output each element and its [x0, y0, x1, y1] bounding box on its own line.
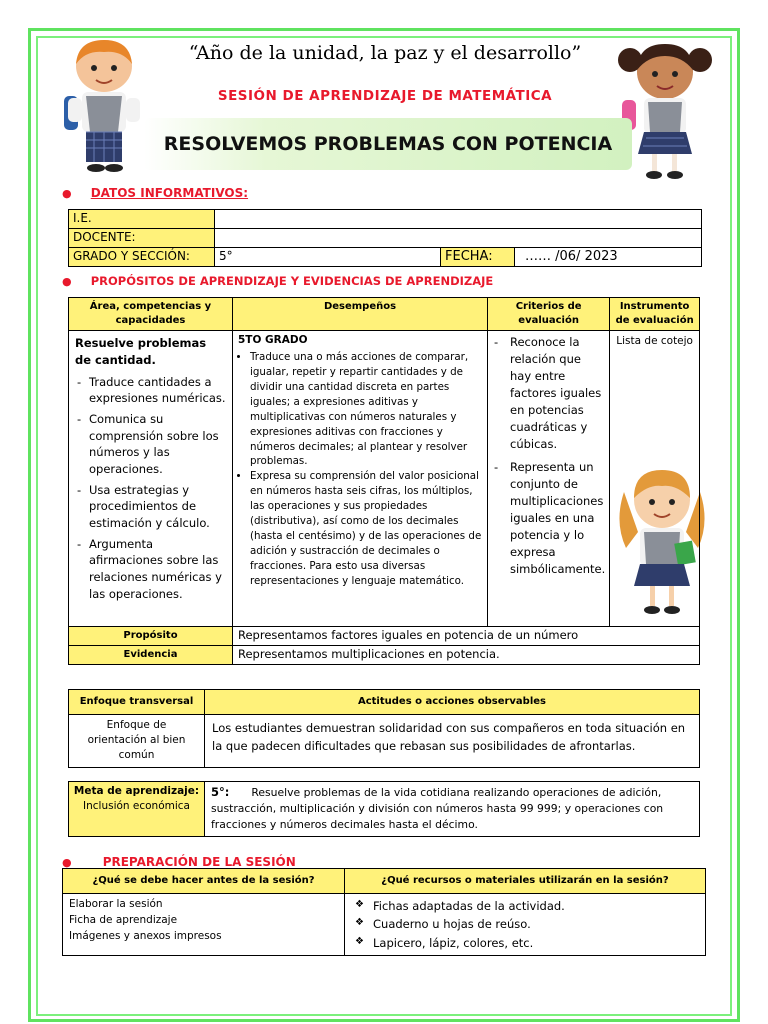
criterios-cell [488, 331, 610, 627]
desempenos-list [238, 350, 482, 589]
list-item: Elaborar la sesión [69, 898, 163, 910]
list-item: • Expresa su comprensión del valor posicional en números hasta seis cifras, los múltiplos, las operaciones y sus propiedades (distributiva), así como de los decimales (hasta el centésimo) y de las operaciones de adición y sustracción de decimales o fracciones. Para esto usa diversas representaciones y lenguaje matemático. [250, 469, 482, 588]
list-item: Imágenes y anexos impresos [69, 929, 222, 942]
meta-sublabel: Inclusión económica [83, 799, 190, 812]
docente-label: DOCENTE: [69, 229, 215, 248]
preparacion-table [62, 868, 706, 956]
meta-label-cell [69, 782, 205, 837]
list-item: - Reconoce la relación que hay entre factores iguales en potencias cuadráticas y cúbicas. [492, 334, 605, 453]
proposito-label: Propósito [69, 627, 233, 646]
recursos-list [351, 897, 699, 952]
page-title: RESOLVEMOS PROBLEMAS CON POTENCIA [163, 133, 613, 155]
col-desempenos: Desempeños [233, 298, 488, 331]
grado-label: GRADO Y SECCIÓN: [69, 248, 215, 267]
enfoque-table [68, 689, 700, 768]
col-instrumento: Instrumento de evaluación [610, 298, 700, 331]
datos-heading: DATOS INFORMATIVOS: [90, 186, 249, 200]
title-band [144, 118, 632, 170]
fecha-value: …… /06/ 2023 [515, 248, 702, 267]
bullet-icon: ● [62, 187, 72, 200]
meta-text: Resuelve problemas de la vida cotidiana realizando operaciones de adición, sustracción, multiplicación y división con números hasta 99 999; y operaciones con fracciones y números decimales hasta el décimo. [211, 786, 664, 832]
proposito-value: Representamos factores iguales en potencia de un número [233, 627, 700, 646]
capacidades-list [75, 374, 226, 603]
list-item: - Argumenta afirmaciones sobre las relaciones numéricas y las operaciones. [75, 536, 226, 603]
col-recursos: ¿Qué recursos o materiales utilizarán en la sesión? [345, 869, 706, 894]
propositos-heading-row [62, 270, 493, 289]
evidencia-value: Representamos multiplicaciones en potencia. [233, 646, 700, 665]
session-subtitle: SESIÓN DE APRENDIZAJE DE MATEMÁTICA [217, 88, 553, 104]
instrumento-cell: Lista de cotejo [610, 331, 700, 627]
col-actitudes: Actitudes o acciones observables [205, 690, 700, 715]
list-item: - Comunica su comprensión sobre los números y las operaciones. [75, 411, 226, 478]
list-item: ❖ Lapicero, lápiz, colores, etc. [351, 934, 699, 952]
propositos-heading: PROPÓSITOS DE APRENDIZAJE Y EVIDENCIAS DE APRENDIZAJE [90, 274, 494, 288]
list-item: - Usa estrategias y procedimientos de estimación y cálculo. [75, 482, 226, 532]
fecha-label: FECHA: [441, 248, 515, 267]
col-criterios: Criterios de evaluación [488, 298, 610, 331]
meta-table [68, 781, 700, 837]
list-item: Ficha de aprendizaje [69, 913, 178, 926]
meta-grade: 5°: [211, 785, 230, 799]
list-item: ❖ Fichas adaptadas de la actividad. [351, 897, 699, 915]
grado-heading: 5TO GRADO [238, 334, 308, 346]
col-enfoque: Enfoque transversal [69, 690, 205, 715]
actitudes-value: Los estudiantes demuestran solidaridad con sus compañeros en toda situación en la que padecen dificultades que rebasan sus posibilidades de afrontarlas. [205, 715, 700, 768]
preparacion-heading: PREPARACIÓN DE LA SESIÓN [102, 855, 296, 869]
meta-text-cell [205, 782, 700, 837]
bullet-icon: ● [62, 275, 72, 288]
boy-student-illustration [52, 36, 152, 176]
propositos-table [68, 297, 700, 665]
list-item: • Traduce una o más acciones de comparar, igualar, repetir y repartir cantidades y de dividir una cantidad discreta en partes iguales; a expresiones aditivas y multiplicativas con números naturales y expresiones aditivas con fracciones y números decimales; al plantear y resolver problemas. [250, 350, 482, 469]
meta-label: Meta de aprendizaje: [73, 785, 200, 797]
list-item: - Traduce cantidades a expresiones numéricas. [75, 374, 226, 407]
grado-value: 5° [215, 248, 441, 267]
area-cell [69, 331, 233, 627]
col-area: Área, competencias y capacidades [69, 298, 233, 331]
datos-heading-row [62, 182, 248, 201]
ie-label: I.E. [69, 210, 215, 229]
ie-value [215, 210, 702, 229]
list-item: ❖ Cuaderno u hojas de reúso. [351, 915, 699, 933]
competencia: Resuelve problemas de cantidad. [75, 336, 207, 368]
datos-table [68, 209, 702, 267]
col-antes: ¿Qué se debe hacer antes de la sesión? [63, 869, 345, 894]
bullet-icon: ● [62, 856, 72, 869]
evidencia-label: Evidencia [69, 646, 233, 665]
docente-value [215, 229, 702, 248]
recursos-cell [345, 894, 706, 956]
enfoque-value: Enfoque de orientación al bien común [69, 715, 205, 768]
year-motto: “Año de la unidad, la paz y el desarrollo” [188, 42, 582, 64]
criterios-list [492, 334, 605, 578]
antes-cell [63, 894, 345, 956]
desempenos-cell [233, 331, 488, 627]
list-item: - Representa un conjunto de multiplicaciones iguales en una potencia y lo expresa simbólicamente. [492, 459, 605, 578]
